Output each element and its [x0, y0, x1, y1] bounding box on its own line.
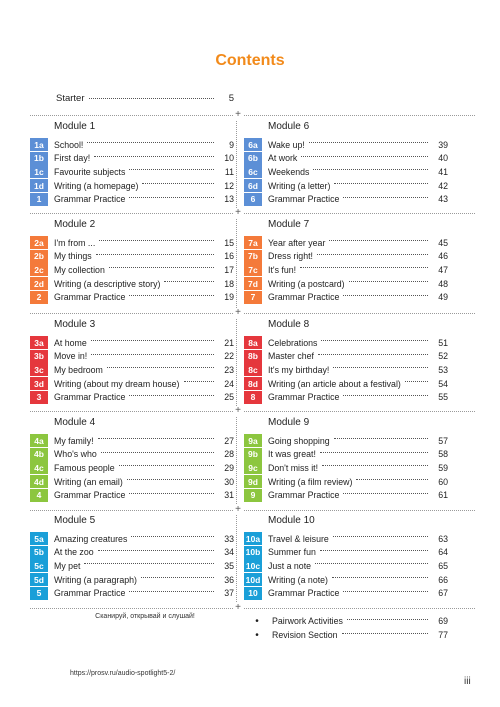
entry-page: 43: [438, 194, 448, 205]
lesson-tag: 4a: [30, 434, 48, 447]
lesson-tag: 5b: [30, 546, 48, 559]
contents-entry[interactable]: [244, 559, 448, 573]
section-divider: +: [30, 608, 475, 609]
lesson-tag: 7: [244, 291, 262, 304]
leader-dots: [347, 619, 428, 620]
entry-page: 51: [438, 337, 448, 348]
leader-dots: [129, 295, 214, 296]
leader-dots: [184, 381, 215, 382]
leader-dots: [300, 267, 428, 268]
leader-dots: [343, 197, 428, 198]
leader-dots: [320, 550, 428, 551]
leader-dots: [333, 536, 428, 537]
lesson-tag: 5a: [30, 532, 48, 545]
entry-label: Writing (a note): [268, 574, 328, 585]
leader-dots: [119, 465, 214, 466]
contents-entry[interactable]: [244, 390, 448, 404]
entry-page: 12: [224, 180, 234, 191]
entry-page: 64: [438, 547, 448, 558]
leader-dots: [98, 550, 214, 551]
contents-entry[interactable]: [244, 165, 448, 179]
entry-label: My collection: [54, 264, 105, 275]
entry-label: Master chef: [268, 351, 314, 362]
leader-dots: [343, 295, 428, 296]
entry-label: My bedroom: [54, 364, 103, 375]
entry-page: 61: [438, 490, 448, 501]
entry-page: 27: [224, 435, 234, 446]
entry-page: 33: [224, 533, 234, 544]
lesson-tag: 3b: [30, 350, 48, 363]
entry-page: 48: [438, 278, 448, 289]
entry-label: Grammar Practice: [268, 194, 340, 205]
leader-dots: [164, 281, 214, 282]
entry-page: 35: [224, 560, 234, 571]
contents-entry[interactable]: [244, 250, 448, 264]
leader-dots: [349, 281, 428, 282]
extras-row-revision[interactable]: [248, 628, 448, 642]
entry-label: Writing (a homepage): [54, 180, 139, 191]
entry-label: Writing (a paragraph): [54, 574, 137, 585]
entry-page: 25: [224, 392, 234, 403]
contents-entry[interactable]: [30, 586, 234, 600]
extras-row-pairwork[interactable]: [248, 614, 448, 628]
leader-dots: [89, 98, 214, 99]
lesson-tag: 10: [244, 587, 262, 600]
leader-dots: [101, 452, 214, 453]
entry-label: Travel & leisure: [268, 533, 329, 544]
leader-dots: [98, 438, 214, 439]
contents-entry[interactable]: [244, 586, 448, 600]
contents-entry[interactable]: [244, 290, 448, 304]
leader-dots: [84, 563, 214, 564]
entry-page: 21: [224, 337, 234, 348]
entry-label: My pet: [54, 560, 81, 571]
entry-label: Dress right!: [268, 251, 313, 262]
contents-entry[interactable]: [30, 138, 234, 152]
entry-page: 24: [224, 378, 234, 389]
lesson-tag: 2a: [30, 236, 48, 249]
lesson-tag: 1c: [30, 165, 48, 178]
contents-entry[interactable]: [30, 250, 234, 264]
entry-label: Grammar Practice: [268, 490, 340, 501]
lesson-tag: 5: [30, 587, 48, 600]
module-title: Module 10: [268, 515, 315, 526]
entry-page: 11: [224, 166, 234, 177]
entry-page: 49: [438, 292, 448, 303]
entry-label: Going shopping: [268, 435, 330, 446]
audio-link[interactable]: https://prosv.ru/audio-spotlight5-2/: [70, 670, 176, 677]
leader-dots: [317, 254, 428, 255]
entry-page: 39: [438, 139, 448, 150]
entry-label: Amazing creatures: [54, 533, 128, 544]
leader-dots: [87, 142, 214, 143]
leader-dots: [301, 156, 428, 157]
lesson-tag: 2c: [30, 263, 48, 276]
entry-page: 13: [224, 194, 234, 205]
entry-label: At the zoo: [54, 547, 94, 558]
entry-page: 30: [224, 476, 234, 487]
extras-label: Revision Section: [272, 630, 338, 640]
lesson-tag: 10d: [245, 574, 261, 585]
leader-dots: [91, 354, 214, 355]
contents-entry[interactable]: [244, 277, 448, 291]
extras-list: [248, 614, 448, 642]
entry-label: Grammar Practice: [54, 490, 126, 501]
section-divider: +: [30, 213, 475, 214]
entry-label: It was great!: [268, 449, 316, 460]
lesson-tag: 4c: [30, 461, 48, 474]
entry-page: 47: [438, 264, 448, 275]
contents-entry[interactable]: [244, 350, 448, 364]
entry-page: 41: [438, 166, 448, 177]
lesson-tag: 10c: [245, 560, 261, 571]
lesson-tag: 10b: [245, 547, 261, 558]
leader-dots: [343, 591, 428, 592]
lesson-tag: 7a: [244, 236, 262, 249]
entry-page: 15: [224, 237, 234, 248]
lesson-tag: 6: [244, 193, 262, 206]
module-10: [244, 512, 448, 600]
contents-entry[interactable]: [30, 236, 234, 250]
entry-page: 54: [438, 378, 448, 389]
contents-entry[interactable]: [30, 192, 234, 206]
entry-page: 40: [438, 153, 448, 164]
leader-dots: [334, 438, 428, 439]
entry-label: Wake up!: [268, 139, 305, 150]
contents-entry[interactable]: [30, 573, 234, 587]
contents-entry[interactable]: [30, 448, 234, 462]
leader-dots: [109, 267, 214, 268]
contents-entry[interactable]: [30, 152, 234, 166]
entry-page: 66: [438, 574, 448, 585]
leader-dots: [333, 367, 428, 368]
entry-page: 37: [224, 588, 234, 599]
contents-entry[interactable]: [244, 336, 448, 350]
contents-entry[interactable]: [30, 179, 234, 193]
lesson-tag: 2: [30, 291, 48, 304]
entry-label: Famous people: [54, 462, 115, 473]
module-title: Module 9: [268, 417, 310, 428]
entry-page: 10: [224, 153, 234, 164]
contents-entry[interactable]: [244, 546, 448, 560]
starter-label: Starter: [56, 93, 85, 104]
lesson-tag: 1: [30, 193, 48, 206]
contents-entry[interactable]: [244, 532, 448, 546]
leader-dots: [329, 240, 428, 241]
lesson-tag: 9: [244, 489, 262, 502]
entry-page: 9: [229, 139, 234, 150]
contents-entry[interactable]: [244, 363, 448, 377]
lesson-tag: 1d: [30, 179, 48, 192]
entry-label: Celebrations: [268, 337, 318, 348]
page-number: iii: [464, 676, 471, 687]
contents-entry[interactable]: [30, 165, 234, 179]
entry-label: Just a note: [268, 560, 312, 571]
lesson-tag: 3d: [30, 377, 48, 390]
section-divider: +: [30, 115, 475, 116]
entry-label: Writing (a film review): [268, 476, 353, 487]
starter-page: 5: [228, 93, 234, 104]
leader-dots: [107, 367, 214, 368]
entry-label: Who's who: [54, 449, 97, 460]
entry-page: 19: [224, 292, 234, 303]
module-title: Module 4: [54, 417, 96, 428]
lesson-tag: 3a: [30, 336, 48, 349]
entry-label: Grammar Practice: [268, 588, 340, 599]
extras-page: 77: [438, 630, 448, 640]
lesson-tag: 9a: [244, 434, 262, 447]
entry-page: 18: [224, 278, 234, 289]
lesson-tag: 6b: [244, 152, 262, 165]
contents-entry[interactable]: [244, 377, 448, 391]
leader-dots: [343, 395, 428, 396]
bullet-icon: •: [255, 615, 259, 627]
module-title: Module 1: [54, 121, 96, 132]
lesson-tag: 4: [30, 489, 48, 502]
entry-page: 23: [224, 364, 234, 375]
extras-page: 69: [438, 616, 448, 626]
contents-entry[interactable]: [30, 336, 234, 350]
entry-page: 59: [438, 462, 448, 473]
leader-dots: [129, 591, 214, 592]
scan-caption: Сканируй, открывай и слушай!: [95, 613, 195, 620]
contents-entry[interactable]: [30, 350, 234, 364]
lesson-tag: 6c: [244, 165, 262, 178]
contents-entry[interactable]: [244, 179, 448, 193]
lesson-tag: 10a: [245, 533, 261, 544]
section-divider: +: [30, 313, 475, 314]
entry-page: 22: [224, 351, 234, 362]
leader-dots: [321, 340, 428, 341]
entry-page: 45: [438, 237, 448, 248]
leader-dots: [309, 142, 428, 143]
lesson-tag: 9d: [244, 475, 262, 488]
entry-page: 52: [438, 351, 448, 362]
leader-dots: [334, 183, 428, 184]
leader-dots: [129, 493, 214, 494]
entry-page: 31: [224, 490, 234, 501]
module-5: [30, 512, 234, 600]
lesson-tag: 2b: [30, 250, 48, 263]
contents-entry[interactable]: [30, 263, 234, 277]
section-divider: +: [30, 510, 475, 511]
leader-dots: [356, 479, 428, 480]
entry-page: 17: [224, 264, 234, 275]
lesson-tag: 8a: [244, 336, 262, 349]
starter-row[interactable]: [56, 93, 234, 104]
module-title: Module 6: [268, 121, 310, 132]
entry-page: 16: [224, 251, 234, 262]
contents-entry[interactable]: [244, 573, 448, 587]
lesson-tag: 3c: [30, 363, 48, 376]
contents-entry[interactable]: [30, 434, 234, 448]
lesson-tag: 8d: [244, 377, 262, 390]
leader-dots: [343, 493, 428, 494]
contents-entry[interactable]: [30, 532, 234, 546]
bullet-icon: •: [255, 629, 259, 641]
leader-dots: [129, 197, 214, 198]
contents-entry[interactable]: [244, 461, 448, 475]
module-3: [30, 316, 234, 404]
leader-dots: [332, 577, 428, 578]
leader-dots: [94, 156, 214, 157]
entry-label: Grammar Practice: [268, 392, 340, 403]
entry-label: At work: [268, 153, 298, 164]
entry-page: 65: [438, 560, 448, 571]
contents-entry[interactable]: [244, 138, 448, 152]
leader-dots: [318, 354, 428, 355]
lesson-tag: 6d: [244, 179, 262, 192]
module-title: Module 2: [54, 219, 96, 230]
entry-label: Writing (a letter): [268, 180, 331, 191]
contents-entry[interactable]: [30, 488, 234, 502]
entry-label: Grammar Practice: [54, 392, 126, 403]
entry-label: Writing (an email): [54, 476, 123, 487]
leader-dots: [322, 465, 428, 466]
leader-dots: [315, 563, 428, 564]
entry-page: 55: [438, 392, 448, 403]
lesson-tag: 3: [30, 391, 48, 404]
entry-page: 58: [438, 449, 448, 460]
contents-entry[interactable]: [30, 290, 234, 304]
leader-dots: [99, 240, 214, 241]
module-4: [30, 414, 234, 502]
lesson-tag: 9b: [244, 448, 262, 461]
entry-page: 46: [438, 251, 448, 262]
leader-dots: [405, 381, 428, 382]
lesson-tag: 1a: [30, 138, 48, 151]
leader-dots: [313, 169, 428, 170]
entry-label: Grammar Practice: [54, 292, 126, 303]
lesson-tag: 5c: [30, 559, 48, 572]
lesson-tag: 7d: [244, 277, 262, 290]
contents-entry[interactable]: [244, 152, 448, 166]
page-title: Contents: [215, 52, 285, 69]
contents-entry[interactable]: [30, 377, 234, 391]
module-6: [244, 118, 448, 206]
contents-entry[interactable]: [244, 448, 448, 462]
module-7: [244, 216, 448, 304]
entry-label: It's my birthday!: [268, 364, 330, 375]
contents-entry[interactable]: [30, 546, 234, 560]
lesson-tag: 6a: [244, 138, 262, 151]
leader-dots: [96, 254, 214, 255]
entry-page: 29: [224, 462, 234, 473]
entry-page: 34: [224, 547, 234, 558]
module-title: Module 5: [54, 515, 96, 526]
entry-label: Writing (an article about a festival): [268, 378, 401, 389]
entry-label: Writing (a descriptive story): [54, 278, 161, 289]
entry-page: 42: [438, 180, 448, 191]
leader-dots: [91, 340, 214, 341]
module-title: Module 7: [268, 219, 310, 230]
lesson-tag: 8b: [244, 350, 262, 363]
entry-label: First day!: [54, 153, 91, 164]
contents-entry[interactable]: [30, 277, 234, 291]
entry-label: Weekends: [268, 166, 310, 177]
lesson-tag: 8: [244, 391, 262, 404]
module-1: [30, 118, 234, 206]
entry-label: Grammar Practice: [54, 194, 126, 205]
entry-page: 36: [224, 574, 234, 585]
contents-entry[interactable]: [244, 263, 448, 277]
entry-label: Move in!: [54, 351, 88, 362]
contents-entry[interactable]: [244, 475, 448, 489]
leader-dots: [129, 395, 214, 396]
leader-dots: [342, 633, 428, 634]
lesson-tag: 9c: [244, 461, 262, 474]
entry-label: Writing (a postcard): [268, 278, 345, 289]
contents-entry[interactable]: [30, 559, 234, 573]
module-8: [244, 316, 448, 404]
leader-dots: [320, 452, 428, 453]
leader-dots: [129, 169, 214, 170]
lesson-tag: 4b: [30, 448, 48, 461]
lesson-tag: 1b: [30, 152, 48, 165]
contents-entry[interactable]: [30, 390, 234, 404]
contents-entry[interactable]: [30, 461, 234, 475]
entry-label: Favourite subjects: [54, 166, 126, 177]
entry-label: My things: [54, 251, 92, 262]
contents-entry[interactable]: [244, 236, 448, 250]
contents-entry[interactable]: [30, 475, 234, 489]
module-title: Module 3: [54, 319, 96, 330]
entry-label: Grammar Practice: [54, 588, 126, 599]
leader-dots: [142, 183, 214, 184]
column-divider: [236, 115, 237, 612]
lesson-tag: 4d: [30, 475, 48, 488]
lesson-tag: 8c: [244, 363, 262, 376]
leader-dots: [141, 577, 214, 578]
leader-dots: [127, 479, 214, 480]
entry-label: School!: [54, 139, 84, 150]
entry-label: Grammar Practice: [268, 292, 340, 303]
entry-label: At home: [54, 337, 87, 348]
entry-label: Year after year: [268, 237, 326, 248]
entry-label: It's fun!: [268, 264, 297, 275]
module-2: [30, 216, 234, 304]
extras-label: Pairwork Activities: [272, 616, 343, 626]
contents-entry[interactable]: [244, 434, 448, 448]
entry-page: 28: [224, 449, 234, 460]
entry-page: 57: [438, 435, 448, 446]
entry-page: 67: [438, 588, 448, 599]
lesson-tag: 7c: [244, 263, 262, 276]
entry-page: 63: [438, 533, 448, 544]
entry-label: My family!: [54, 435, 94, 446]
lesson-tag: 7b: [244, 250, 262, 263]
lesson-tag: 5d: [30, 573, 48, 586]
module-9: [244, 414, 448, 502]
entry-label: Writing (about my dream house): [54, 378, 180, 389]
lesson-tag: 2d: [30, 277, 48, 290]
module-title: Module 8: [268, 319, 310, 330]
contents-entry[interactable]: [244, 488, 448, 502]
entry-label: Don't miss it!: [268, 462, 319, 473]
entry-page: 60: [438, 476, 448, 487]
entry-label: Summer fun: [268, 547, 316, 558]
entry-page: 53: [438, 364, 448, 375]
entry-label: I'm from ...: [54, 237, 96, 248]
leader-dots: [131, 536, 214, 537]
section-divider: +: [30, 411, 475, 412]
contents-entry[interactable]: [30, 363, 234, 377]
contents-entry[interactable]: [244, 192, 448, 206]
